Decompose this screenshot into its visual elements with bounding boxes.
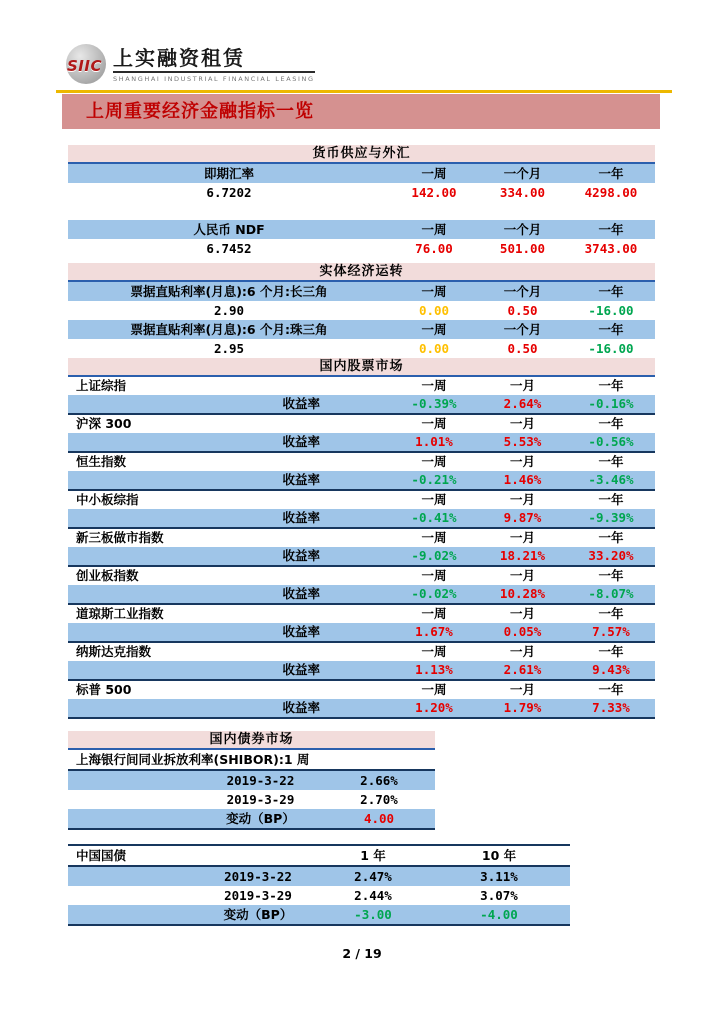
- change-value: 501.00: [499, 241, 546, 256]
- index-name: 标普 500: [76, 682, 132, 697]
- change-value: 142.00: [411, 185, 457, 200]
- col-header: 一周: [421, 322, 447, 337]
- table-row: [68, 790, 435, 809]
- section-header-money-fx: 货币供应与外汇: [68, 145, 655, 164]
- table-row: [68, 433, 655, 451]
- table-row: [68, 451, 655, 471]
- yield-value: 2.64%: [503, 396, 542, 411]
- index-name: 创业板指数: [76, 568, 139, 583]
- table-row: [68, 282, 655, 301]
- table-row: [68, 661, 655, 679]
- change-value: 76.00: [415, 241, 453, 256]
- table-row: [68, 699, 655, 719]
- date-cell: 2019-3-29: [224, 888, 292, 903]
- yield-value: -0.21%: [411, 472, 457, 487]
- table-row: [68, 301, 655, 320]
- section-header-bond-market: 国内债券市场: [68, 731, 435, 750]
- page-title: 上周重要经济金融指标一览: [86, 101, 314, 122]
- rate-cell: 2.44%: [354, 888, 392, 903]
- col-header: 一年: [598, 378, 624, 393]
- col-header: 一周: [421, 416, 447, 431]
- rate-cell: 3.11%: [480, 869, 518, 884]
- bond-market-table: [68, 731, 435, 830]
- indicator-label: 人民币 NDF: [193, 222, 265, 237]
- change-value: 0.50: [507, 303, 538, 318]
- table-row: [68, 641, 655, 661]
- siic-globe-icon: [66, 44, 106, 84]
- yield-value: 2.61%: [503, 662, 542, 677]
- index-name: 恒生指数: [76, 454, 127, 469]
- rate-cell: -3.00: [354, 907, 392, 922]
- table-row: [68, 489, 655, 509]
- col-header: 一月: [509, 378, 535, 393]
- col-header: 一年: [598, 568, 624, 583]
- col-header: 10 年: [481, 848, 517, 863]
- yield-value: 1.46%: [503, 472, 542, 487]
- tables-area: [68, 145, 655, 926]
- change-label: 变动（BP）: [223, 907, 293, 922]
- treasury-label: 中国国债: [76, 848, 127, 863]
- yield-value: -0.39%: [411, 396, 457, 411]
- indicator-label: 票据直贴利率(月息):6 个月:长三角: [130, 284, 328, 299]
- change-label: 变动（BP）: [226, 811, 295, 826]
- table-row: [68, 603, 655, 623]
- change-value: 4298.00: [584, 185, 638, 200]
- table-row: [68, 750, 435, 771]
- col-header: 一个月: [503, 284, 542, 299]
- yield-value: 1.67%: [415, 624, 453, 639]
- yield-value: 1.79%: [503, 700, 542, 715]
- yield-label: 收益率: [282, 396, 320, 411]
- indicator-value: 6.7202: [206, 185, 252, 200]
- section-header-real-economy: 实体经济运转: [68, 263, 655, 282]
- yield-value: 1.20%: [415, 700, 453, 715]
- col-header: 一年: [598, 166, 624, 181]
- rate-cell: 2.70%: [360, 792, 398, 807]
- yield-label: 收益率: [282, 624, 320, 639]
- change-value: 334.00: [499, 185, 546, 200]
- table-row: [68, 585, 655, 603]
- change-value: 0.50: [507, 341, 538, 356]
- yield-value: 1.01%: [415, 434, 453, 449]
- table-row: [68, 771, 435, 790]
- yield-value: -0.16%: [588, 396, 634, 411]
- index-name: 中小板综指: [76, 492, 139, 507]
- col-header: 一周: [421, 682, 447, 697]
- yield-value: -9.02%: [411, 548, 457, 563]
- table-row: [68, 809, 435, 830]
- indicator-label: 票据直贴利率(月息):6 个月:珠三角: [130, 322, 328, 337]
- company-name-en: SHANGHAI INDUSTRIAL FINANCIAL LEASING: [113, 75, 315, 83]
- col-header: 一月: [509, 606, 535, 621]
- change-value: 0.00: [418, 303, 450, 318]
- col-header: 一周: [421, 166, 447, 181]
- yield-label: 收益率: [282, 510, 320, 525]
- index-name: 上证综指: [76, 378, 127, 393]
- yield-label: 收益率: [282, 700, 320, 715]
- col-header: 一周: [421, 530, 447, 545]
- table-row: [68, 509, 655, 527]
- col-header: 一周: [421, 454, 447, 469]
- col-header: 一年: [598, 644, 624, 659]
- indicator-value: 6.7452: [206, 241, 252, 256]
- col-header: 一月: [509, 492, 535, 507]
- table-row: [68, 547, 655, 565]
- shibor-label: 上海银行间同业拆放利率(SHIBOR):1 周: [76, 752, 310, 767]
- table-row: [68, 527, 655, 547]
- index-name: 新三板做市指数: [76, 530, 164, 545]
- section-header-stock-market: 国内股票市场: [68, 358, 655, 377]
- indicator-value: 2.90: [213, 303, 245, 318]
- col-header: 一周: [421, 222, 447, 237]
- col-header: 一月: [509, 454, 535, 469]
- col-header: 一年: [598, 682, 624, 697]
- rate-cell: 2.66%: [360, 773, 398, 788]
- rate-cell: 4.00: [363, 811, 395, 826]
- col-header: 一个月: [503, 322, 542, 337]
- index-name: 沪深 300: [76, 416, 132, 431]
- yield-value: -8.07%: [588, 586, 634, 601]
- yield-label: 收益率: [282, 472, 320, 487]
- col-header: 一个月: [503, 222, 542, 237]
- table-row: [68, 905, 570, 926]
- col-header: 一年: [598, 416, 624, 431]
- yield-value: 9.43%: [592, 662, 630, 677]
- yield-value: 33.20%: [588, 548, 634, 563]
- title-banner: [62, 94, 660, 129]
- page-number: 2 / 19: [342, 946, 382, 961]
- col-header: 一周: [421, 644, 447, 659]
- date-cell: 2019-3-22: [226, 773, 295, 788]
- siic-logo-text: SIIC: [67, 57, 102, 75]
- col-header: 一年: [598, 454, 624, 469]
- col-header: 一周: [421, 606, 447, 621]
- col-header: 一周: [421, 568, 447, 583]
- table-row: [68, 886, 570, 905]
- table-row: [68, 844, 570, 867]
- col-header: 一周: [421, 492, 447, 507]
- change-value: -16.00: [588, 303, 634, 318]
- yield-value: 7.57%: [592, 624, 630, 639]
- yield-label: 收益率: [282, 662, 320, 677]
- table-row: [68, 395, 655, 413]
- yield-value: -0.41%: [411, 510, 457, 525]
- date-cell: 2019-3-29: [226, 792, 295, 807]
- spacer: [68, 202, 655, 220]
- table-row: [68, 183, 655, 202]
- rate-cell: 2.47%: [354, 869, 392, 884]
- yield-label: 收益率: [282, 586, 320, 601]
- col-header: 一年: [598, 322, 624, 337]
- table-row: [68, 339, 655, 358]
- table-row: [68, 220, 655, 239]
- indicator-label: 即期汇率: [203, 166, 254, 181]
- stock-index-rows: [68, 377, 655, 719]
- table-row: [68, 320, 655, 339]
- company-name: 上实融资租赁: [113, 47, 315, 73]
- table-row: [68, 239, 655, 258]
- yield-label: 收益率: [282, 548, 320, 563]
- col-header: 1 年: [360, 848, 386, 863]
- yield-value: 9.87%: [503, 510, 542, 525]
- yield-value: -3.46%: [588, 472, 634, 487]
- yield-value: 10.28%: [499, 586, 546, 601]
- yield-value: 5.53%: [503, 434, 542, 449]
- yield-value: -0.02%: [411, 586, 457, 601]
- col-header: 一周: [421, 378, 447, 393]
- yield-value: 0.05%: [503, 624, 542, 639]
- index-name: 纳斯达克指数: [76, 644, 152, 659]
- rate-cell: 3.07%: [480, 888, 518, 903]
- yield-value: -0.56%: [588, 434, 634, 449]
- col-header: 一个月: [503, 166, 542, 181]
- table-row: [68, 623, 655, 641]
- rate-cell: -4.00: [480, 907, 518, 922]
- col-header: 一年: [598, 222, 624, 237]
- change-value: 0.00: [418, 341, 450, 356]
- yield-value: 18.21%: [499, 548, 546, 563]
- table-row: [68, 565, 655, 585]
- gold-divider: [56, 90, 672, 93]
- table-row: [68, 679, 655, 699]
- indicator-value: 2.95: [213, 341, 245, 356]
- col-header: 一月: [509, 416, 535, 431]
- col-header: 一月: [509, 568, 535, 583]
- index-name: 道琼斯工业指数: [76, 606, 164, 621]
- logo-text-block: [113, 47, 315, 83]
- date-cell: 2019-3-22: [224, 869, 292, 884]
- company-logo: [66, 44, 315, 84]
- table-row: [68, 867, 570, 886]
- change-value: 3743.00: [584, 241, 638, 256]
- yield-value: 1.13%: [415, 662, 453, 677]
- col-header: 一年: [598, 530, 624, 545]
- yield-value: -9.39%: [588, 510, 634, 525]
- table-row: [68, 471, 655, 489]
- col-header: 一月: [509, 682, 535, 697]
- col-header: 一月: [509, 530, 535, 545]
- table-row: [68, 377, 655, 395]
- table-row: [68, 413, 655, 433]
- real-economy-table: [68, 263, 655, 358]
- col-header: 一年: [598, 492, 624, 507]
- yield-value: 7.33%: [592, 700, 630, 715]
- col-header: 一月: [509, 644, 535, 659]
- yield-label: 收益率: [282, 434, 320, 449]
- change-value: -16.00: [588, 341, 634, 356]
- col-header: 一年: [598, 284, 624, 299]
- col-header: 一周: [421, 284, 447, 299]
- table-row: [68, 164, 655, 183]
- treasury-table: [68, 844, 570, 926]
- col-header: 一年: [598, 606, 624, 621]
